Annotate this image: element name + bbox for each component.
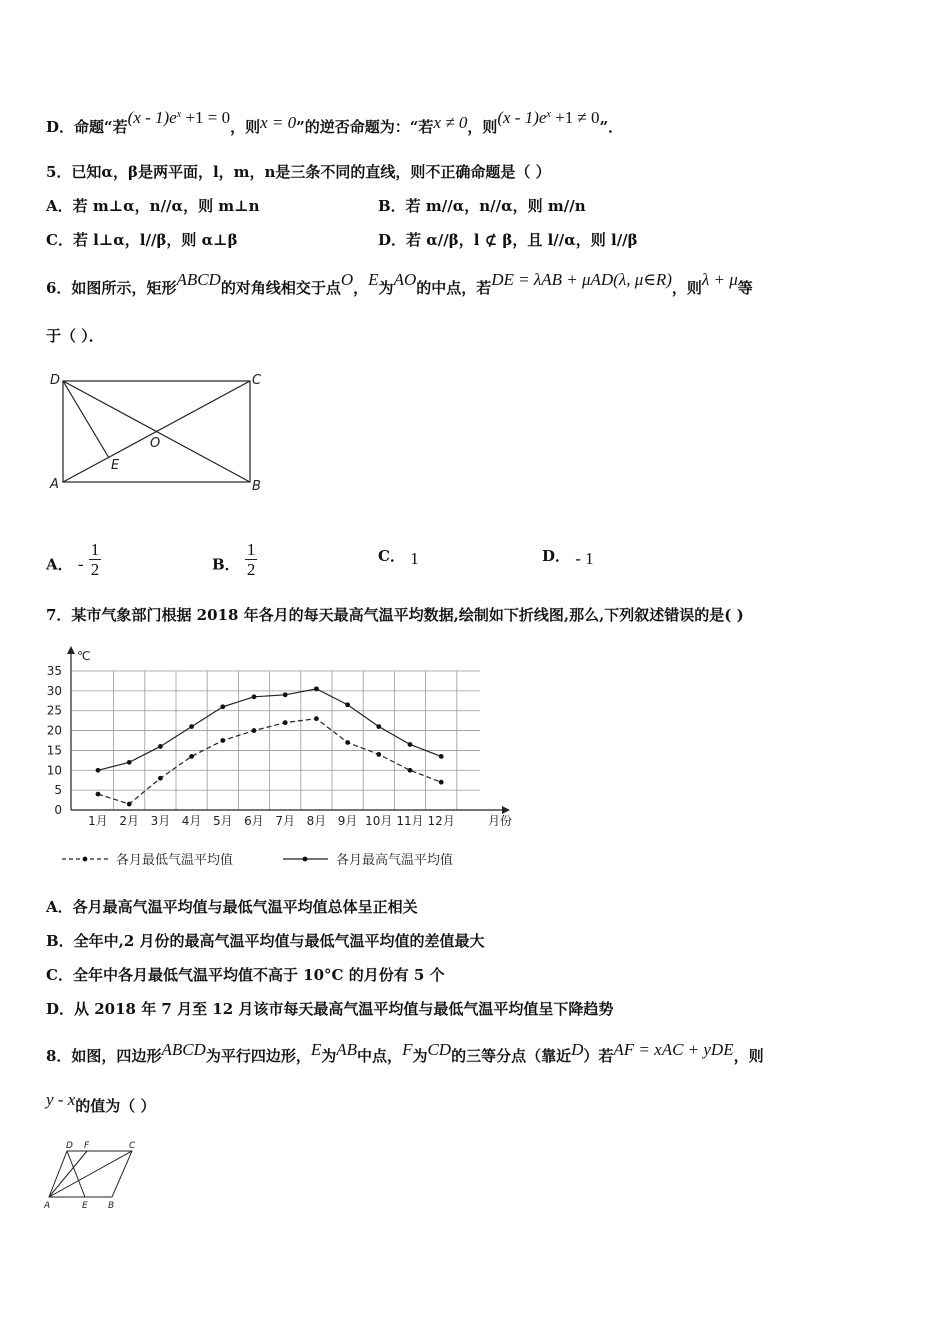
y-axis-arrow: [67, 646, 75, 654]
q4d-text-1: 命题“若: [74, 118, 128, 136]
q6-option-b-label: B．: [212, 555, 240, 574]
q4d-formula-3: x ≠ 0: [433, 113, 468, 132]
q6-text-4: 为: [378, 279, 394, 297]
q8-text-5: 为: [412, 1047, 428, 1065]
y-tick-label: 0: [54, 803, 62, 817]
q6-lambda-mu: λ + μ: [701, 270, 738, 289]
q6-equation: DE = λAB + μAD(λ, μ∈R): [491, 270, 672, 289]
data-point: [408, 768, 413, 773]
data-point: [376, 752, 381, 757]
q7-option-d: D．从 2018 年 7 月至 12 月该市每天最高气温平均值与最低气温平均值呈下降趋势: [46, 1000, 614, 1018]
x-axis-arrow: [502, 806, 510, 814]
label-b: B: [108, 1201, 115, 1211]
q6-option-b-den: 2: [246, 560, 256, 579]
q4d-sup-4: x: [546, 109, 551, 120]
y-tick-label: 10: [46, 763, 62, 778]
q4d-text-5: ”．: [599, 118, 624, 136]
x-tick-label: 8月: [306, 814, 327, 828]
data-point: [220, 738, 225, 743]
y-tick-label: 15: [46, 743, 62, 758]
x-tick-label: 12月: [427, 814, 455, 828]
q8-cd: CD: [427, 1040, 452, 1059]
label-d: D: [66, 1141, 73, 1151]
q8-text-4: 中点，: [357, 1047, 403, 1065]
label-e: E: [111, 458, 120, 473]
q8-ab: AB: [336, 1040, 358, 1059]
y-tick-label: 20: [46, 723, 62, 738]
q8-equation: AF = xAC + yDE: [613, 1040, 734, 1059]
data-point: [345, 740, 350, 745]
q8-line-2: [46, 1090, 156, 1116]
q4d-formula-4: (x - 1)e: [497, 108, 547, 127]
q7-option-a: A．各月最高气温平均值与最低气温平均值总体呈正相关: [46, 898, 418, 916]
segment-ac: [49, 1151, 132, 1197]
legend-label-low: 各月最低气温平均值: [116, 853, 234, 868]
q8-parallelogram-figure: [40, 1136, 150, 1212]
label-a: A: [50, 477, 59, 492]
q8-text-8: ，则: [733, 1047, 764, 1065]
segment-de: [63, 381, 109, 458]
q6-option-c-value: 1: [410, 549, 419, 568]
q4d-formula-1: (x - 1)e: [127, 108, 177, 127]
q6-option-c-label: C．: [378, 547, 405, 565]
q4d-sup-1: x: [176, 109, 182, 120]
q4d-label: D．: [46, 118, 75, 136]
q6-option-a-fraction: [89, 540, 102, 579]
y-tick-label: 25: [46, 703, 62, 718]
q6-option-c: [378, 546, 419, 566]
data-point: [314, 716, 319, 721]
data-point: [220, 704, 225, 709]
q6-option-a-den: 2: [90, 560, 100, 579]
legend-label-high: 各月最高气温平均值: [336, 853, 454, 868]
data-point: [439, 754, 444, 759]
q8-text-1: 8．如图，四边形: [46, 1047, 162, 1065]
segment-de: [67, 1151, 85, 1197]
q8-y-minus-x: y - x: [46, 1090, 76, 1109]
data-point: [283, 720, 288, 725]
y-tick-label: 30: [46, 683, 62, 698]
q7-option-c: C．全年中各月最低气温平均值不高于 10°C 的月份有 5 个: [46, 966, 445, 984]
data-point: [189, 724, 194, 729]
q7-stem: 7．某市气象部门根据 2018 年各月的每天最高气温平均数据,绘制如下折线图,那么,下列叙述错误的是( ): [46, 606, 744, 624]
q6-option-a-num: 1: [90, 540, 100, 559]
q6-abcd: ABCD: [176, 270, 221, 289]
q8-text-3: 为: [321, 1047, 337, 1065]
data-point: [96, 768, 101, 773]
data-point: [252, 694, 257, 699]
legend-marker-solid: [303, 857, 308, 862]
q8-d: D: [571, 1040, 584, 1059]
x-tick-label: 3月: [150, 814, 171, 828]
q6-e: E: [368, 270, 379, 289]
y-axis-label: ℃: [77, 649, 91, 663]
q6-option-a: [46, 540, 101, 585]
data-point: [314, 686, 319, 691]
y-tick-label: 5: [54, 783, 62, 798]
q6-option-b-num: 1: [246, 540, 256, 559]
q6-option-a-label: A．: [46, 555, 73, 574]
data-point: [127, 760, 132, 765]
q5-option-d: D．若 α//β，l ⊄ β，且 l//α，则 l//β: [378, 231, 638, 249]
q6-o: O: [340, 270, 354, 289]
q6-text-6: ，则: [671, 279, 702, 297]
q6-ao: AO: [393, 270, 417, 289]
q8-text-2: 为平行四边形，: [205, 1047, 311, 1065]
data-point: [283, 692, 288, 697]
q6-option-a-sign: -: [77, 554, 84, 574]
q8-abcd: ABCD: [161, 1040, 206, 1059]
q6-text-3: ，: [353, 279, 369, 297]
data-point: [189, 754, 194, 759]
segment-af: [49, 1151, 87, 1197]
data-point: [96, 792, 101, 797]
q6-option-d-label: D．: [542, 547, 571, 565]
label-c: C: [129, 1141, 136, 1151]
data-point: [439, 780, 444, 785]
q5-option-b: B．若 m//α，n//α，则 m//n: [378, 197, 586, 215]
q8-f: F: [402, 1040, 413, 1059]
q6-text-7: 等: [737, 279, 753, 297]
q4d-text-2: ，则: [230, 118, 261, 136]
q8-text-6: 的三等分点（靠近: [451, 1047, 572, 1065]
x-tick-label: 10月: [365, 814, 393, 828]
q8-e: E: [310, 1040, 322, 1059]
q5-stem: 5．已知α，β是两平面，l，m，n是三条不同的直线，则不正确命题是（ ）: [46, 163, 551, 181]
x-tick-label: 7月: [275, 814, 296, 828]
data-point: [376, 724, 381, 729]
q4d-text-3: ”的逆否命题为：“若: [296, 118, 434, 136]
data-point: [158, 744, 163, 749]
data-point: [127, 802, 132, 807]
q7-option-b: B．全年中,2 月份的最高气温平均值与最低气温平均值的差值最大: [46, 932, 485, 950]
label-o: O: [150, 436, 161, 451]
q4-option-d: [46, 108, 624, 137]
q6-text-1: 6．如图所示，矩形: [46, 279, 177, 297]
x-axis-label: 月份: [488, 814, 513, 828]
q6-option-b-fraction: [245, 540, 258, 579]
legend-marker-dashed: [83, 857, 88, 862]
q5-option-a: A．若 m⊥α，n//α，则 m⊥n: [46, 197, 260, 215]
q5-option-c: C．若 l⊥α，l//β，则 α⊥β: [46, 231, 238, 249]
q6-line-2: 于（ ）．: [46, 327, 104, 345]
label-d: D: [50, 373, 61, 388]
data-point: [345, 702, 350, 707]
q8-text-7: ）若: [583, 1047, 614, 1065]
x-tick-label: 5月: [212, 814, 233, 828]
q6-text-5: 的中点，若: [416, 279, 492, 297]
x-tick-label: 6月: [244, 814, 264, 828]
temperature-line-chart: [40, 642, 530, 878]
x-tick-label: 4月: [181, 814, 202, 828]
x-tick-label: 11月: [396, 814, 424, 828]
q4d-formula-4b: +1 ≠ 0: [550, 108, 600, 127]
q8-stem: [46, 1040, 764, 1066]
label-c: C: [252, 373, 262, 388]
data-point: [252, 728, 257, 733]
label-f: F: [84, 1141, 90, 1151]
q6-stem: [46, 270, 753, 298]
label-a: A: [44, 1201, 51, 1211]
q8-text-9: 的值为（ ）: [75, 1097, 156, 1115]
q6-option-d: [542, 546, 594, 566]
y-tick-label: 35: [46, 664, 62, 678]
q6-rectangle-figure: [40, 366, 280, 496]
x-tick-label: 2月: [119, 814, 140, 828]
label-b: B: [252, 479, 261, 494]
q6-option-d-value: - 1: [575, 549, 594, 568]
q4d-text-4: ，则: [467, 118, 498, 136]
q6-text-2: 的对角线相交于点: [220, 279, 341, 297]
q4d-formula-2: x = 0: [260, 113, 297, 132]
label-e: E: [82, 1201, 88, 1211]
q4d-formula-1b: +1 = 0: [181, 108, 231, 127]
data-point: [158, 776, 163, 781]
x-tick-label: 9月: [337, 814, 358, 828]
data-point: [408, 742, 413, 747]
q6-option-b: [212, 540, 257, 585]
x-tick-label: 1月: [88, 814, 108, 828]
